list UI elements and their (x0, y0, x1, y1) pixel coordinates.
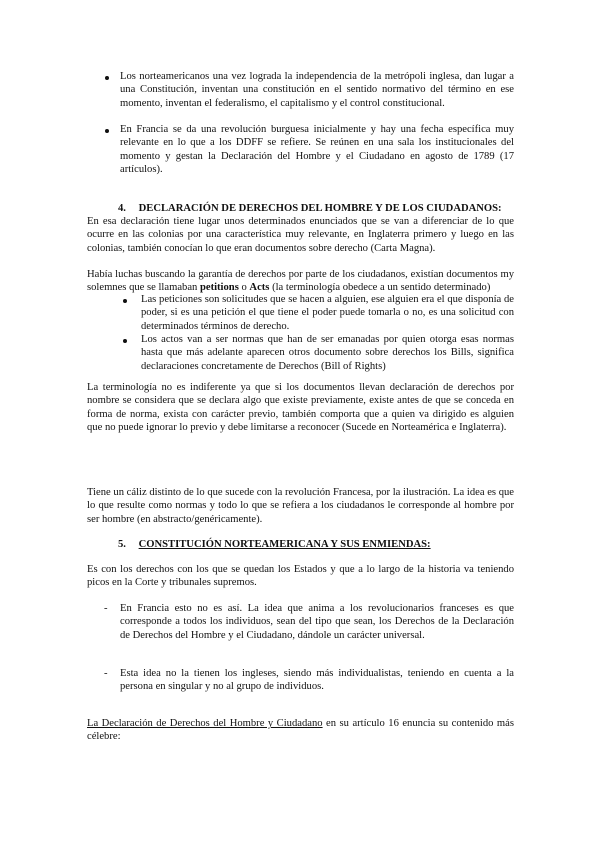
list-item: Los actos van a ser normas que han de ser emanadas por quien otorga esas normas hasta que más adelante aparecen otros documento sobre derechos los Bills, significa declaraciones concretamente de Derechos (Bill of Rights) (141, 334, 514, 372)
text-span: o (238, 282, 250, 294)
section-number: 5. (118, 539, 126, 550)
paragraph: La terminología no es indiferente ya que si los documentos llevan declaración de derechos por nombre se considera que se declara algo que existe previamente, existe antes de que se conceda en forma de norma, exista con carácter previo, también comporta que a quien va dirigido es alguien que no puede ignorar lo previo y debe limitarse a reconocer (Sucede en Norteamérica e Inglaterra). (87, 382, 514, 433)
text-span: Había luchas buscando la garantía de derechos por parte de los ciudadanos, existían documentos my solemnes que se llamaban (87, 269, 514, 294)
section-heading (118, 202, 502, 215)
text-span: (la terminología obedece a un sentido determinado) (269, 282, 491, 294)
paragraph (87, 268, 514, 295)
bold-term: petitions (199, 282, 239, 294)
paragraph (87, 717, 514, 744)
paragraph: Es con los derechos con los que se quedan los Estados y que a lo largo de la historia va teniendo picos en la Corte y tribunales supremos. (87, 564, 514, 589)
bullet-icon (123, 299, 127, 303)
section-title: CONSTITUCIÓN NORTEAMERICANA Y SUS ENMIENDAS: (138, 539, 431, 550)
list-item: En Francia esto no es así. La idea que anima a los revolucionarios franceses es que corresponde a todos los individuos, sean del tipo que sean, los Derechos de la Declaración de Derechos del Hombre y el Ciudadano, dándole un carácter universal. (120, 603, 514, 641)
list-item: Los norteamericanos una vez lograda la independencia de la metrópoli inglesa, dan lugar a una Constitución, inventan una constitución en el sentido normativo del término en ese momento, inventan el federalismo, el capitalismo y el control constitucional. (120, 71, 514, 109)
dash-marker: - (104, 668, 108, 679)
list-item: En Francia se da una revolución burguesa inicialmente y hay una fecha específica muy relevante en lo que a los DDFF se refiere. Se reúnen en una sala los institucionales del momento y gestan la Declaración del Hombre y el Ciudadano en agosto de 1789 (17 artículos). (120, 124, 514, 175)
list-item: Esta idea no la tienen los ingleses, siendo más individualistas, teniendo en cuenta a la persona en singular y no al grupo de individuos. (120, 668, 514, 693)
bold-term: Acts (249, 282, 270, 294)
text-span: en su artículo 16 enuncia su contenido más célebre: (87, 718, 514, 743)
list-item: Las peticiones son solicitudes que se hacen a alguien, ese alguien era el que disponía de poder, si es una petición el que tiene el poder puede tomarla o no, es una solicitud con determinados términos de derecho. (141, 294, 514, 332)
section-heading (118, 538, 431, 551)
bullet-icon (123, 339, 127, 343)
bullet-icon (105, 76, 109, 80)
dash-marker: - (104, 603, 108, 614)
section-title: DECLARACIÓN DE DERECHOS DEL HOMBRE Y DE LOS CIUDADANOS: (138, 203, 502, 214)
section-number: 4. (118, 203, 126, 214)
document-title-link: La Declaración de Derechos del Hombre y Ciudadano (87, 718, 323, 729)
paragraph: En esa declaración tiene lugar unos determinados enunciados que se van a diferenciar de lo que ocurre en las colonias por una característica muy relevante, en Inglaterra primero y luego en las colonias, también conocían lo que eran documentos sobre derecho (Carta Magna). (87, 216, 514, 254)
paragraph: Tiene un cáliz distinto de lo que sucede con la revolución Francesa, por la ilustración. La idea es que lo que resulte como normas y todo lo que se refiera a los ciudadanos le corresponde al hombre por ser hombre (en abstracto/genéricamente). (87, 487, 514, 525)
bullet-icon (105, 129, 109, 133)
